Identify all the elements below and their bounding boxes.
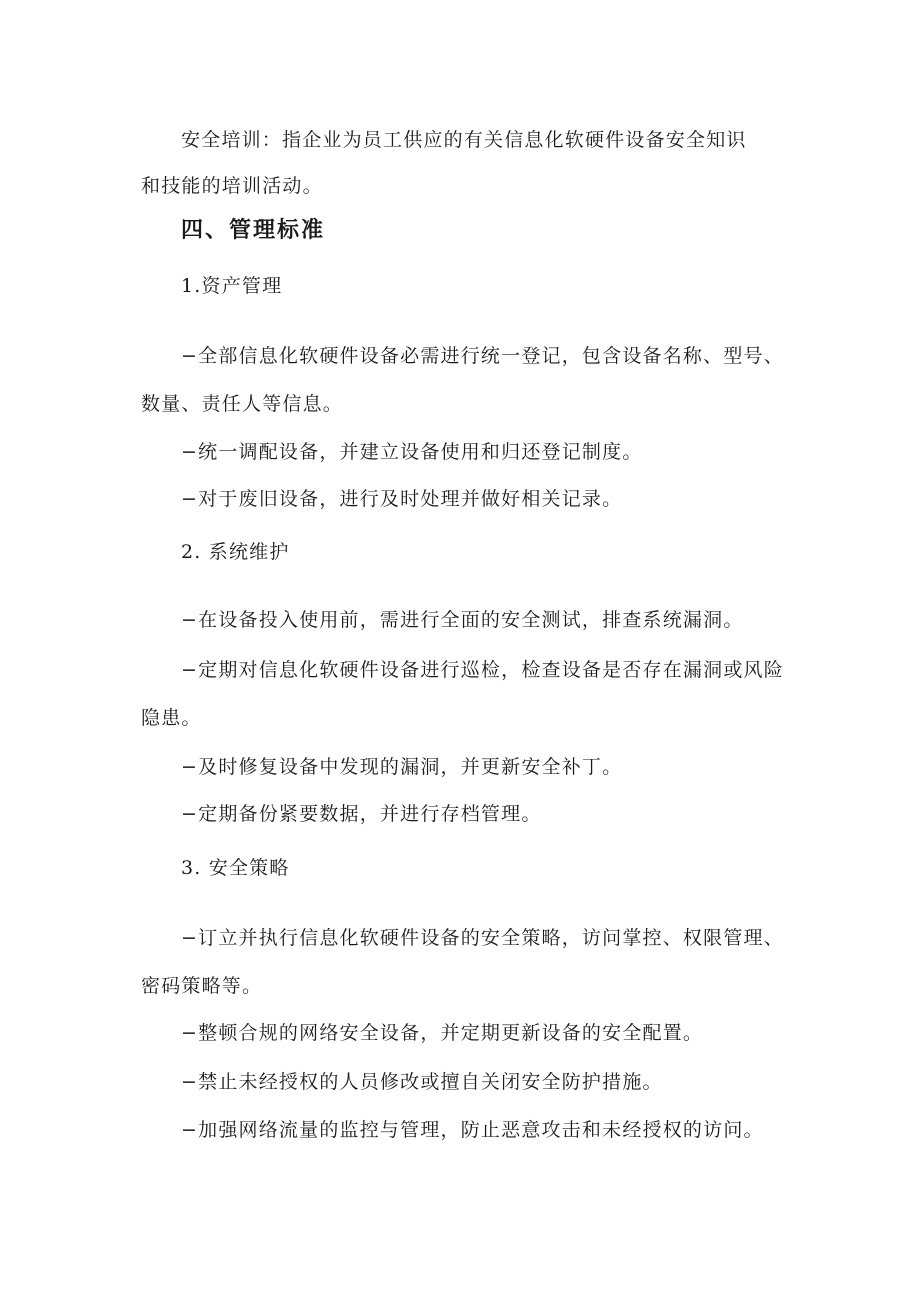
maintenance-item-2-line-2: 隐患。: [141, 707, 202, 729]
maintenance-item-2-line-1: −定期对信息化软硬件设备进行巡检，检查设备是否存在漏洞或风险: [181, 659, 784, 681]
definition-line-1: 安全培训：指企业为员工供应的有关信息化软硬件设备安全知识: [181, 129, 747, 151]
security-policy-title: 3. 安全策略: [181, 857, 290, 879]
policy-item-4: −加强网络流量的监控与管理，防止恶意攻击和未经授权的访问。: [181, 1119, 764, 1141]
maintenance-item-3: −及时修复设备中发现的漏洞，并更新安全补丁。: [181, 756, 623, 778]
policy-item-3: −禁止未经授权的人员修改或擅自关闭安全防护措施。: [181, 1071, 663, 1093]
asset-item-2: −统一调配设备，并建立设备使用和归还登记制度。: [181, 441, 643, 463]
system-maintenance-title: 2. 系统维护: [181, 541, 290, 563]
maintenance-item-1: −在设备投入使用前，需进行全面的安全测试，排查系统漏洞。: [181, 609, 744, 631]
section-title: 四、管理标准: [181, 217, 326, 243]
policy-item-2: −整顿合规的网络安全设备，并定期更新设备的安全配置。: [181, 1022, 704, 1044]
policy-item-1-line-2: 密码策略等。: [141, 975, 263, 997]
asset-item-3: −对于废旧设备，进行及时处理并做好相关记录。: [181, 488, 623, 510]
asset-item-1-line-1: −全部信息化软硬件设备必需进行统一登记，包含设备名称、型号、: [181, 345, 784, 367]
asset-management-title: 1.资产管理: [181, 275, 283, 297]
policy-item-1-line-1: −订立并执行信息化软硬件设备的安全策略，访问掌控、权限管理、: [181, 927, 784, 949]
asset-item-1-line-2: 数量、责任人等信息。: [141, 393, 344, 415]
maintenance-item-4: −定期备份紧要数据，并进行存档管理。: [181, 803, 542, 825]
definition-line-2: 和技能的培训活动。: [141, 175, 323, 197]
